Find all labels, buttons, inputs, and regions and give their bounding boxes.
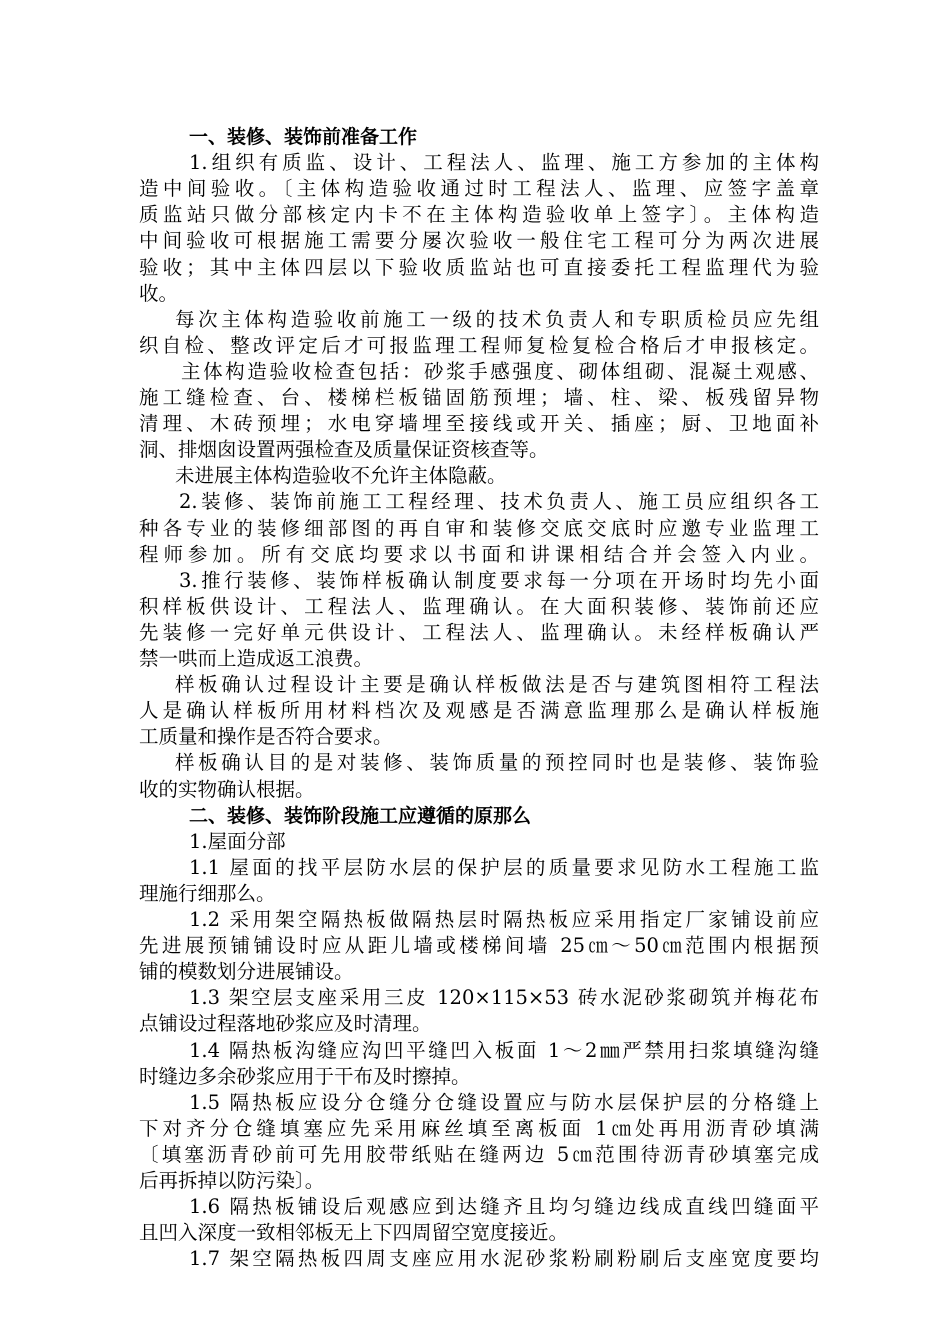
text-line: 铺的模数划分进展铺设。 — [139, 960, 354, 984]
text-line: 收的实物确认根据。 — [139, 777, 315, 801]
text-line: 样板确认过程设计主要是确认样板做法是否与建筑图相符工程法 — [175, 673, 819, 697]
text-line: 程师参加。所有交底均要求以书面和讲课相结合并会签入内业。 — [139, 542, 819, 566]
text-line: 3.推行装修、装饰样板确认制度要求每一分项在开场时均先小面 — [179, 568, 819, 592]
text-line: 验收；其中主体四层以下验收质监站也可直接委托工程监理代为验 — [139, 255, 819, 279]
text-line: 1.屋面分部 — [189, 829, 286, 853]
text-line: 先进展预铺铺设时应从距儿墙或楼梯间墙 25㎝～50㎝范围内根据预 — [139, 934, 819, 958]
text-line: 〔填塞沥青砂前可先用胶带纸贴在缝两边 5㎝范围待沥青砂填塞完成 — [139, 1142, 819, 1166]
text-line: 质监站只做分部核定内卡不在主体构造验收单上签字〕。主体构造 — [139, 203, 819, 227]
text-line: 下对齐分仓缝填塞应先采用麻丝填至离板面 1㎝处再用沥青砂填满 — [139, 1116, 819, 1140]
text-line: 2.装修、装饰前施工工程经理、技术负责人、施工员应组织各工 — [179, 490, 819, 514]
text-line: 每次主体构造验收前施工一级的技术负责人和专职质检员应先组 — [175, 307, 819, 331]
text-line: 1.组织有质监、设计、工程法人、监理、施工方参加的主体构 — [189, 151, 819, 175]
text-line: 造中间验收。〔主体构造验收通过时工程法人、监理、应签字盖章 — [139, 177, 819, 201]
text-line: 1.5 隔热板应设分仓缝分仓缝设置应与防水层保护层的分格缝上 — [189, 1090, 819, 1114]
text-line: 主体构造验收检查包括：砂浆手感强度、砌体组砌、混凝土观感、 — [181, 359, 819, 383]
text-line: 施工缝检查、台、楼梯栏板锚固筋预埋；墙、柱、梁、板残留异物 — [139, 386, 819, 409]
text-line: 积样板供设计、工程法人、监理确认。在大面积装修、装饰前还应 — [139, 594, 819, 618]
text-line: 洞、排烟囱设置两强检查及质量保证资核查等。 — [139, 438, 549, 462]
text-line: 收。 — [139, 281, 179, 305]
text-line: 1.6 隔热板铺设后观感应到达缝齐且均匀缝边线成直线凹缝面平 — [189, 1195, 819, 1219]
text-line: 1.4 隔热板沟缝应沟凹平缝凹入板面 1～2㎜严禁用扫浆填缝沟缝 — [189, 1038, 819, 1062]
section-heading: 一、装修、装饰前准备工作 — [189, 126, 418, 148]
text-line: 禁一哄而上造成返工浪费。 — [139, 647, 374, 670]
text-line: 1.7 架空隔热板四周支座应用水泥砂浆粉刷粉刷后支座宽度要均 — [189, 1247, 819, 1271]
text-line: 1.1 屋面的找平层防水层的保护层的质量要求见防水工程施工监 — [189, 855, 819, 879]
text-line: 后再拆掉以防污染〕。 — [139, 1169, 325, 1192]
text-line: 1.3 架空层支座采用三皮 120×115×53 砖水泥砂浆砌筑并梅花布 — [189, 986, 819, 1010]
text-line: 理施行细那么。 — [139, 881, 276, 905]
text-line: 未进展主体构造验收不允许主体隐蔽。 — [175, 464, 507, 488]
text-line: 工质量和操作是否符合要求。 — [139, 725, 393, 749]
text-line: 种各专业的装修细部图的再自审和装修交底交底时应邀专业监理工 — [139, 516, 819, 540]
text-line: 且凹入深度一致相邻板无上下四周留空宽度接近。 — [139, 1221, 569, 1245]
text-line: 织自检、整改评定后才可报监理工程师复检复检合格后才申报核定。 — [139, 333, 819, 357]
text-line: 人是确认样板所用材料档次及观感是否满意监理那么是确认样板施 — [139, 699, 819, 723]
text-line: 中间验收可根据施工需要分屡次验收一般住宅工程可分为两次进展 — [139, 229, 819, 253]
text-line: 先装修一完好单元供设计、工程法人、监理确认。未经样板确认严 — [139, 620, 819, 644]
text-line: 样板确认目的是对装修、装饰质量的预控同时也是装修、装饰验 — [175, 751, 819, 775]
text-line: 时缝边多余砂浆应用于干布及时擦掉。 — [139, 1064, 471, 1088]
section-heading: 二、装修、装饰阶段施工应遵循的原那么 — [189, 804, 532, 827]
text-line: 点铺设过程落地砂浆应及时清理。 — [139, 1012, 432, 1036]
text-line: 清理、木砖预埋；水电穿墙埋至接线或开关、插座；厨、卫地面补 — [139, 412, 819, 436]
text-line: 1.2 采用架空隔热板做隔热层时隔热板应采用指定厂家铺设前应 — [189, 908, 819, 931]
